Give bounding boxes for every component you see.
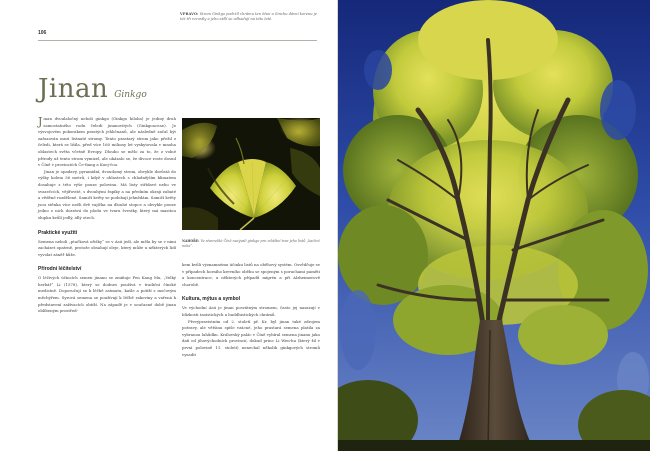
article-title: Jinan [38,74,109,104]
text-column-1 [38,116,176,315]
page-number: 106 [38,30,47,36]
ginkgo-leaf-image [182,118,320,230]
ginkgo-leaf-photo [182,118,320,230]
header-note [180,12,320,22]
caption-label: NAHOŘE: [182,239,200,243]
intro-text: inan dvoulaločný neboli ginkgo (Ginkgo biloba) je jediný druh samostatného rodu čeledi jinanovitých (Ginkgoaceae). Je výsvojovém pokorakem prastých jehličnanů, ale následně začal být zařazován mezi listnaté stromy. Tento prastarý strom jako přežil z čeledi, která se lišila, před více 160 miliony let vyskytovala v mnoha oblastech světa včetně Evropy. Dlouho se mělo za to, že z volné přírody už tento strom vymizel, ale ukázalo se, že divoce roste dosud v Číně v provinciích Če-ťiang a Kuej-čou. [38,116,176,168]
header-note-text: Strom Ginkgo podržíl chrámu ten Mun u Sinchu dávní korenu je též tři vzrostly a jeho sídlí se odhadují na této leté. [180,12,317,21]
text-column-2 [182,262,320,358]
article-latin-name: Ginkgo [114,90,147,100]
header-note-label: VPRAVO: [180,12,199,16]
section-title-uses: Praktické využití [38,229,78,236]
section-text-uses: Semena neboli „ptačková ořišky“ se v Asii jedí, ale měla by se v nimi zacházet opatrně, protože obsahují oleje, který může u některých lidí vyvolat záněř kůže. [38,238,176,257]
description-paragraph: Jinan je opadavý, pyramidní, dvoudomý strom, obvykle dorůstá do výšky kolem 36 metrů, i když v oblastech s chladnějším klimatem dosahuje z této výše pouze polovinu. Má listy střídavé nebo ve svazečcích, vějířovité, s dvouhými řapíky a na předním okraji zubaté a věděné rozdělené. Samičí květy se podobají jehnědám. Samičí květy jsou stěnka více nežli dvě vajíčka na dlouhé stopce a obvykle pouze jedno z nich dozrává do plodu ve tvaru švestky, který má masitou slupku kvůlí jedlý, idlý otech. [38,168,176,220]
section-text-medicine: O léčivých účincích semen jinanu se zmiňuje Pen Kang Mu, „Velký herbář“ Li (1578), který se dodnes používá v tradiční čínské medicíně. Doporučují se k léčbě astmatu, kašle a potíží s močovým měchýřem. Syrová semena se používají k léčbě rakoviny a vařená k představení zažívacích obtíží. Na západě je v současné době jinan oblíbeným prostřed- [38,275,176,314]
article-title-row [38,74,147,104]
header-rule [38,40,317,41]
photo-caption [182,239,320,249]
medicine-continuation: kem kvůli významnému účinku listů na oběhový systém. Osvědčuje se v případech horního krevního oběhu se spojeným s poruchami paměti a koncentrace, u některých případů mígrén a při Alzheimerově chorobě. [182,262,320,287]
right-page-photo [338,0,650,451]
dropcap: J [38,115,43,128]
section-title-culture: Kultura, mýtus a symbol [182,296,241,303]
section-title-medicine: Přírodní léčitelství [38,266,82,273]
section-text-culture-2: Převýpravistním od 2. století př. Kr. byl jinan také zdrojem potravy, ale většinu spíše vzácné, jeho prastará semena platila za vybranou lahůdku. Královský palác v Číně vybíral semena jinanu jako daň od jihovýchodních provincií, dokud princ Li Wen-hu (který žil v první polovině 11. století) nenechal několik ginkgových stromů vysadit [182,318,320,357]
section-text-culture-1: Ve východní Asii je jinan posvátným stromem, často jej nasazují v blízkosti taoistických a buddhistických chrámů. [182,305,320,317]
ginkgo-tree-image [338,0,650,451]
intro-paragraph [38,116,176,169]
caption-text: Ve starověké Číně nazývali ginkgo pro zvláštní tvar jeho listů „kachní noha“. [182,239,320,248]
